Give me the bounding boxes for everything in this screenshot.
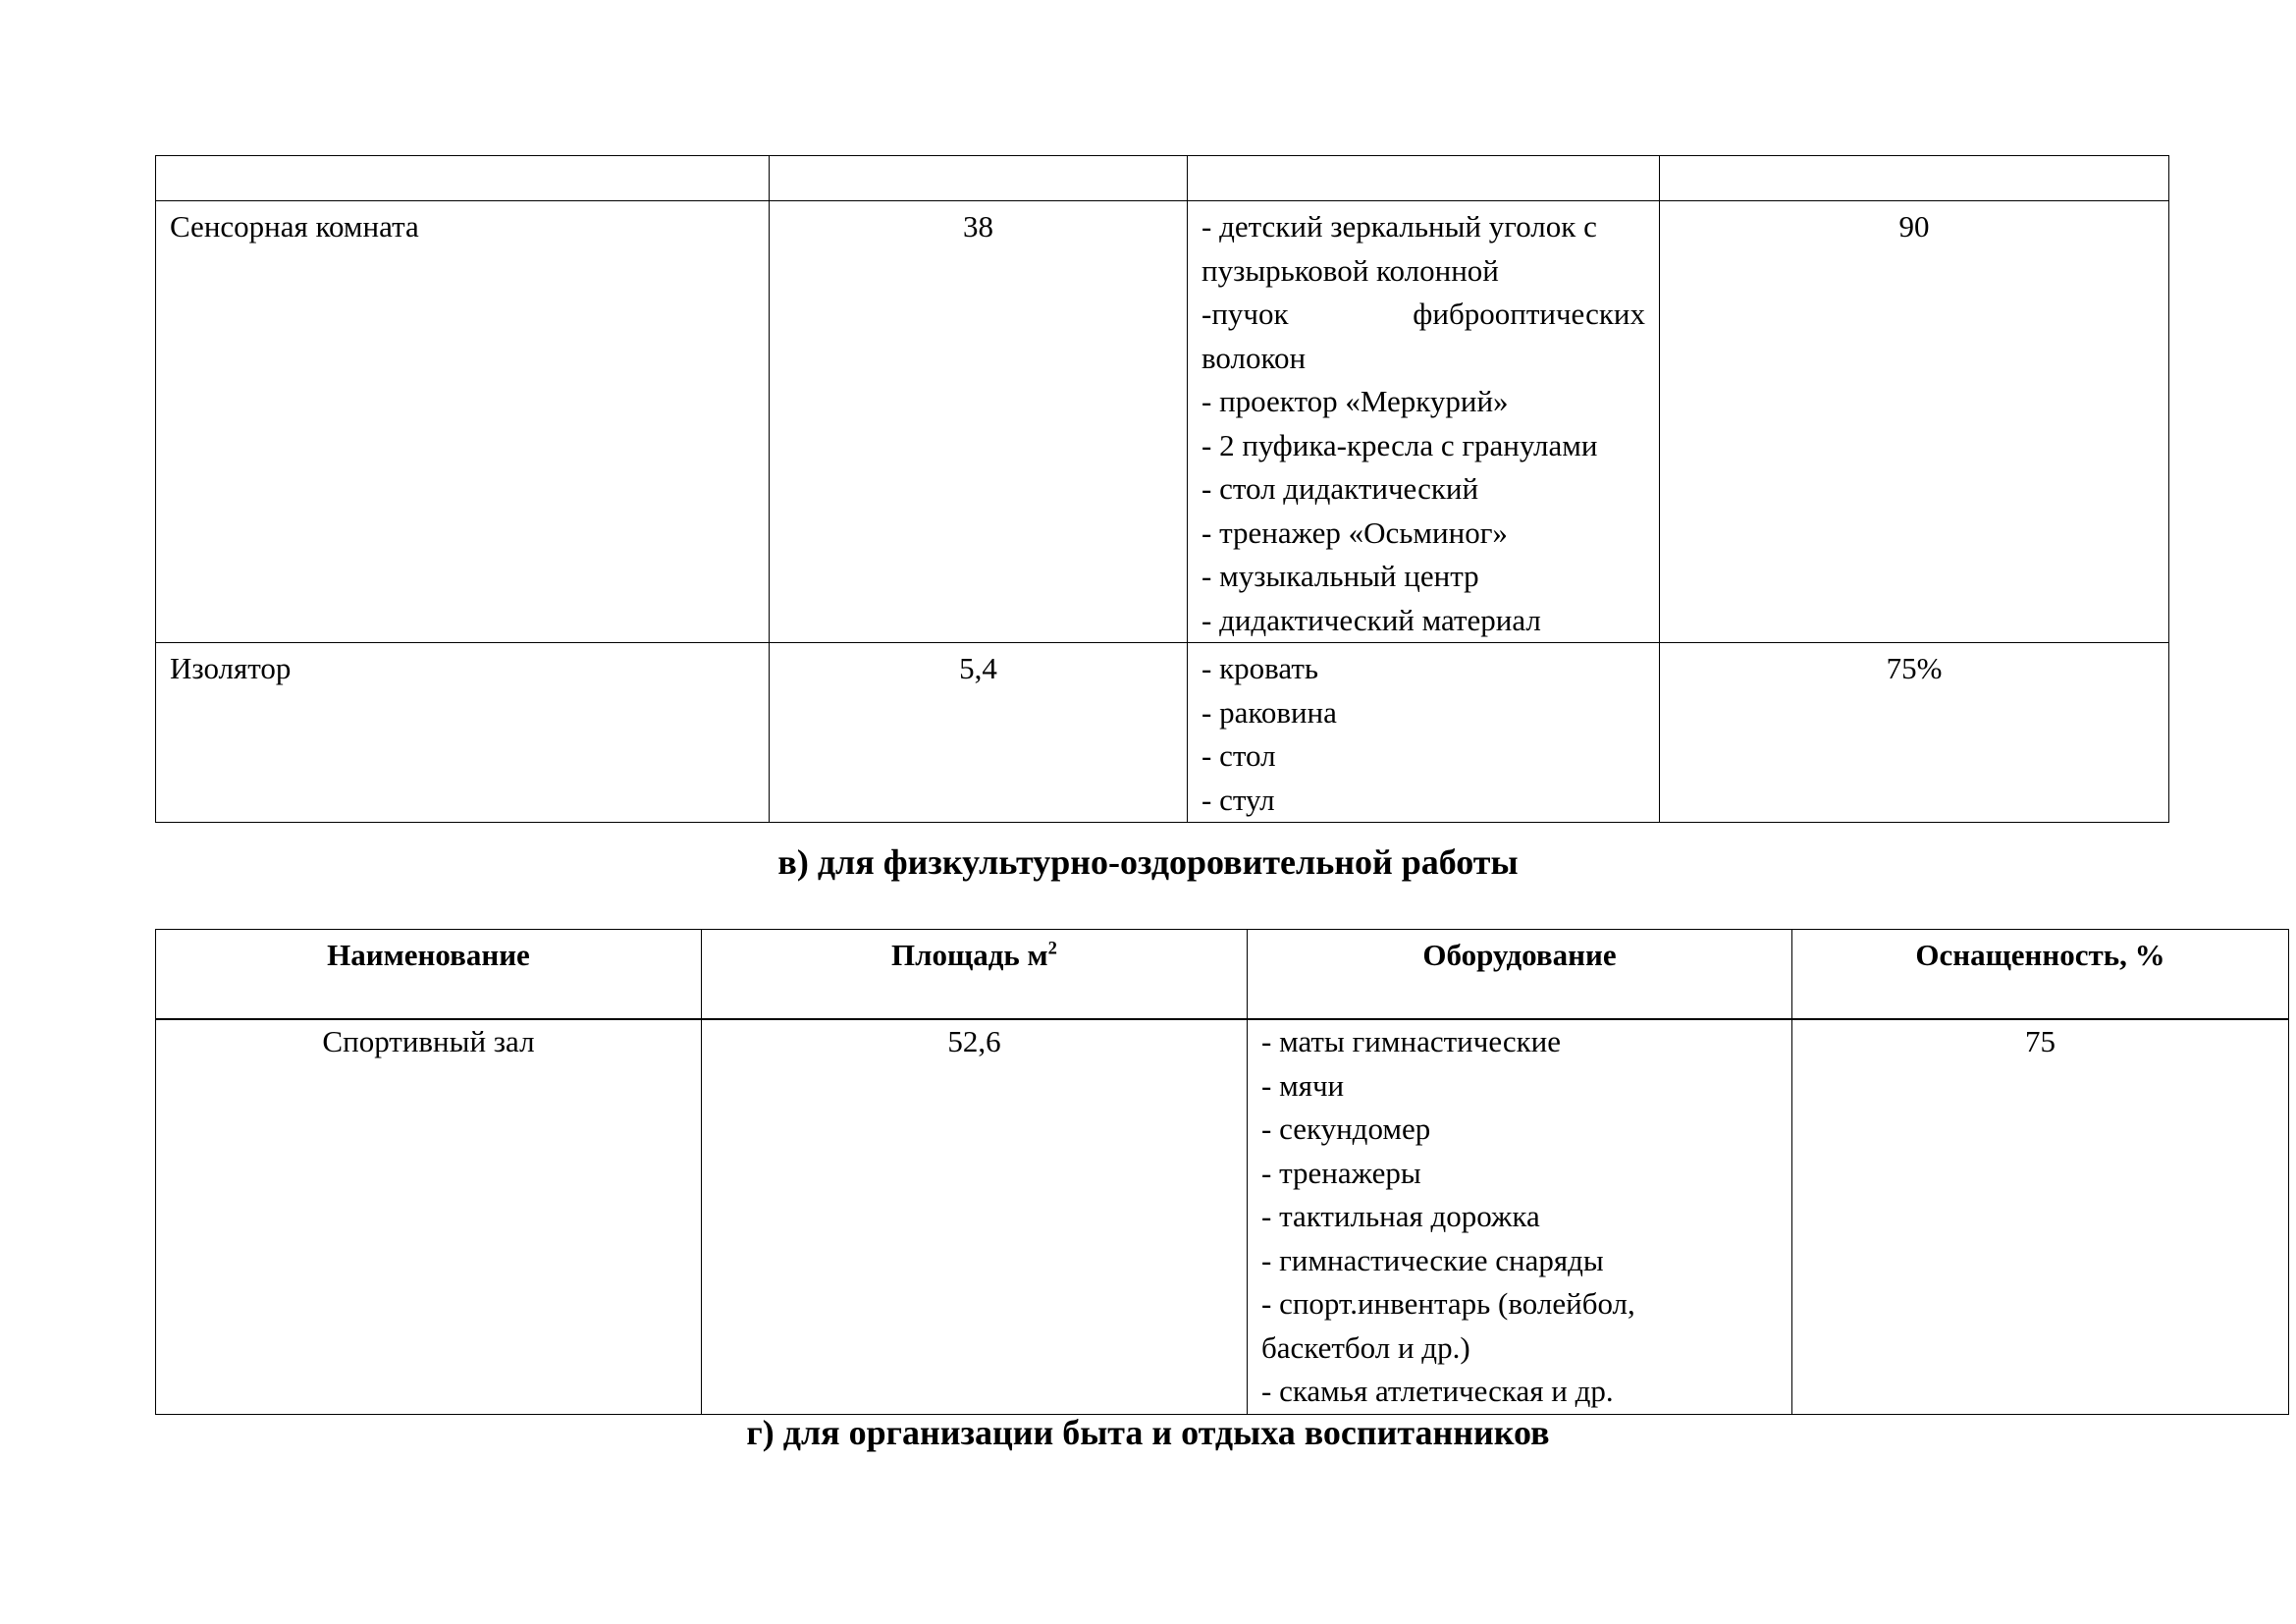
equipment-line: - раковина: [1201, 694, 1337, 730]
table-row: [156, 643, 2169, 823]
equipment-line: - стул: [1201, 782, 1275, 817]
column-header-area-text: Площадь м: [891, 938, 1048, 972]
room-name: Спортивный зал: [156, 1019, 702, 1414]
room-equipped: 75: [1792, 1019, 2289, 1414]
table-row: [156, 201, 2169, 643]
equipment-line: - тактильная дорожка: [1261, 1199, 1540, 1233]
equipment-line: - стол дидактический: [1201, 471, 1479, 506]
room-equipment: [1188, 643, 1660, 823]
column-header-equipped: Оснащенность, %: [1792, 930, 2289, 1020]
table-cell: [156, 156, 770, 201]
room-name: Изолятор: [156, 643, 770, 823]
equipment-line: - тренажер «Осьминог»: [1201, 514, 1508, 550]
room-equipped: 75%: [1660, 643, 2169, 823]
room-name: Сенсорная комната: [156, 201, 770, 643]
column-header-equipment: Оборудование: [1248, 930, 1792, 1020]
equipment-line: - стол: [1201, 738, 1276, 773]
rooms-table-continued: [155, 155, 2169, 823]
equipment-line: - маты гимнастические: [1261, 1024, 1562, 1058]
table-header-row: [156, 930, 2289, 1020]
room-area: 5,4: [770, 643, 1188, 823]
equipment-line: [1201, 293, 1645, 337]
equipment-line: - музыкальный центр: [1201, 559, 1479, 593]
equipment-line: - тренажеры: [1261, 1155, 1421, 1190]
equipment-line: пузырьковой колонной: [1201, 252, 1499, 288]
column-header-area-superscript: 2: [1047, 938, 1057, 959]
table-cell: [1188, 156, 1660, 201]
equipment-line: волокон: [1201, 340, 1307, 375]
column-header-area: [702, 930, 1248, 1020]
equipment-line: - секундомер: [1261, 1111, 1431, 1146]
equipment-line: - гимнастические снаряды: [1261, 1242, 1604, 1277]
equipment-line: - 2 пуфика-кресла с гранулами: [1201, 427, 1598, 462]
table-cell: [1660, 156, 2169, 201]
section-heading: г) для организации быта и отдыха воспитанников: [746, 1413, 1550, 1452]
equipment-line: - спорт.инвентарь (волейбол,: [1261, 1286, 1635, 1321]
equipment-word: -пучок: [1201, 297, 1289, 331]
equipment-line: - дидактический материал: [1201, 602, 1541, 637]
equipment-line: - скамья атлетическая и др.: [1261, 1374, 1614, 1408]
equipment-line: - проектор «Меркурий»: [1201, 384, 1509, 418]
room-equipped: 90: [1660, 201, 2169, 643]
room-area: 38: [770, 201, 1188, 643]
room-equipment: [1248, 1019, 1792, 1414]
table-row: [156, 1019, 2289, 1414]
room-area: 52,6: [702, 1019, 1248, 1414]
column-header-name: Наименование: [156, 930, 702, 1020]
room-equipment: [1188, 201, 1660, 643]
table-row-empty: [156, 156, 2169, 201]
table-cell: [770, 156, 1188, 201]
equipment-line: - кровать: [1201, 651, 1319, 685]
sports-rooms-table: [155, 929, 2289, 1415]
equipment-line: баскетбол и др.): [1261, 1329, 1470, 1365]
section-heading: в) для физкультурно-оздоровительной работы: [777, 842, 1519, 882]
equipment-line: - мячи: [1261, 1067, 1345, 1103]
equipment-word: фиброоптических: [1413, 297, 1645, 331]
equipment-line: - детский зеркальный уголок с: [1201, 209, 1597, 244]
